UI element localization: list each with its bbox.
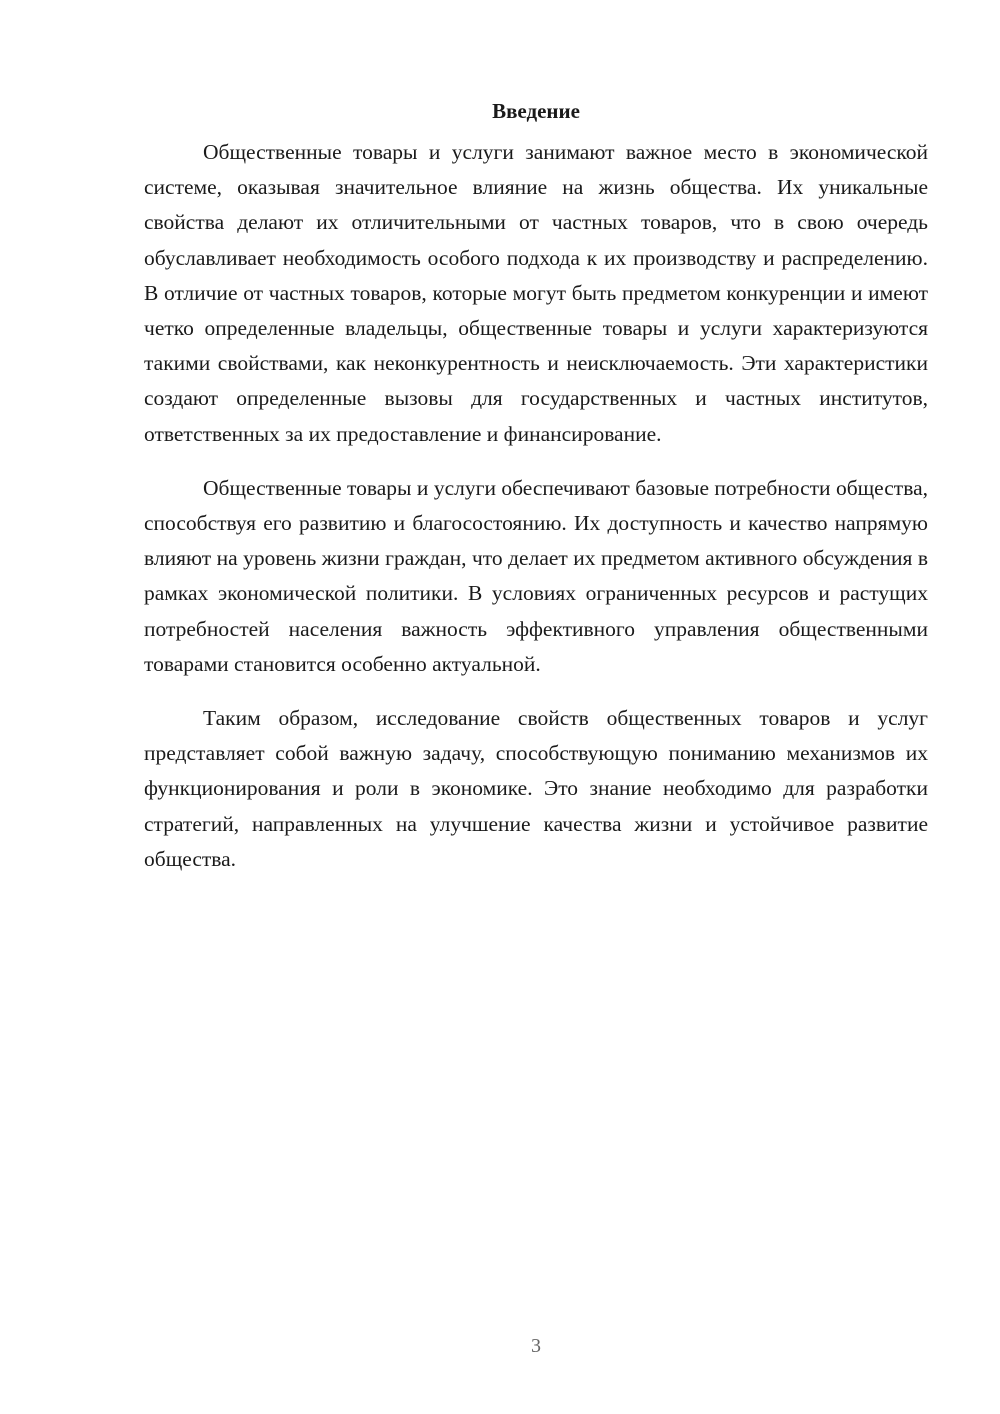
paragraph-3: Таким образом, исследование свойств общественных товаров и услуг представляет собой важную задачу, способствующую пониманию механизмов их функционирования и роли в экономике. Это знание необходимо для разработки стратегий, направленных на улучшение качества жизни и устойчивое развитие общества. bbox=[144, 706, 928, 871]
page-number: 3 bbox=[531, 1335, 541, 1357]
page-content bbox=[144, 95, 928, 877]
paragraph-2: Общественные товары и услуги обеспечивают базовые потребности общества, способствуя его развитию и благосостоянию. Их доступность и качество напрямую влияют на уровень жизни граждан, что делает их предметом активного обсуждения в рамках экономической политики. В условиях ограниченных ресурсов и растущих потребностей населения важность эффективного управления общественными товарами становится особенно актуальной. bbox=[144, 475, 928, 676]
section-title: Введение bbox=[492, 99, 580, 123]
paragraph-1: Общественные товары и услуги занимают важное место в экономической системе, оказывая значительное влияние на жизнь общества. Их уникальные свойства делают их отличительными от частных товаров, что в свою очередь обуславливает необходимость особого подхода к их производству и распределению. В отличие от частных товаров, которые могут быть предметом конкуренции и имеют четко определенные владельцы, общественные товары и услуги характеризуются такими свойствами, как неконкурентность и неисключаемость. Эти характеристики создают определенные вызовы для государственных и частных институтов, ответственных за их предоставление и финансирование. bbox=[144, 140, 928, 446]
